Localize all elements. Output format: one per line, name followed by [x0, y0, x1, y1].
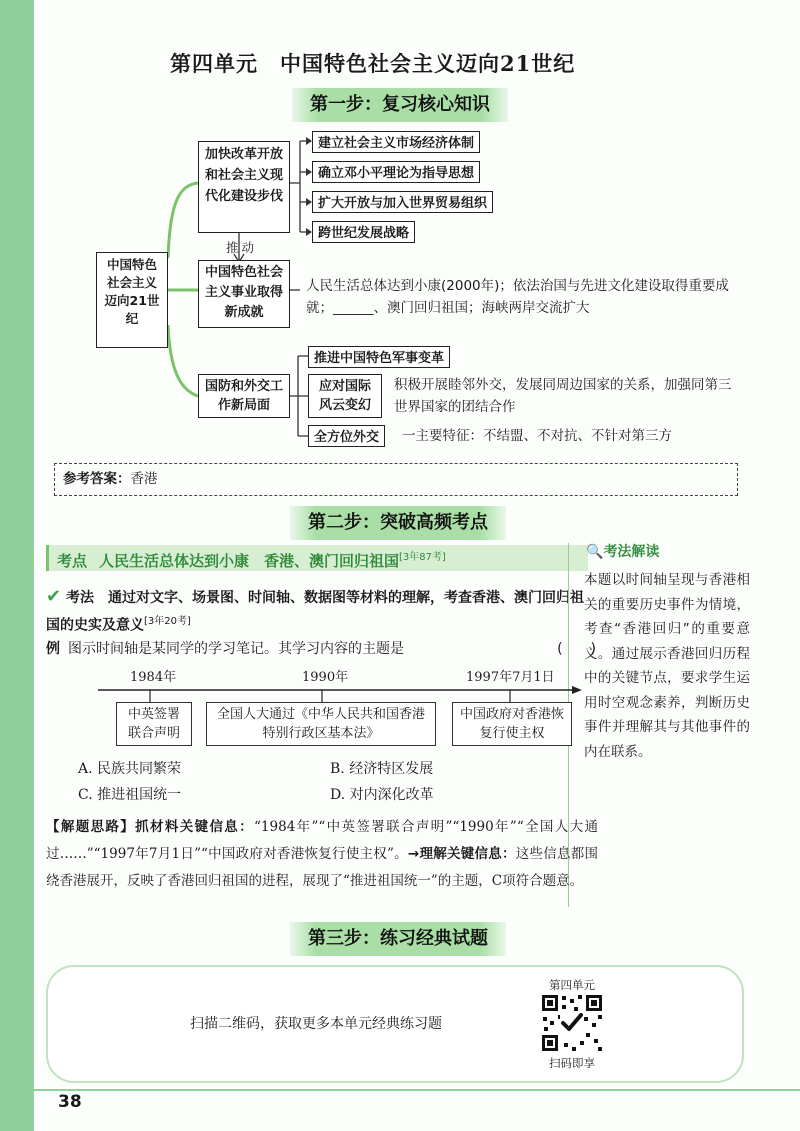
branch3-bracket — [290, 356, 308, 436]
solution-arrow: → — [407, 846, 420, 862]
branch1-item-3: 扩大开放与加入世界贸易组织 — [312, 191, 493, 213]
solution-block — [46, 814, 598, 895]
timeline-event-3: 中国政府对香港恢复行使主权 — [452, 702, 572, 746]
solution-label: 【解题思路】 — [46, 819, 136, 835]
timeline-event-2: 全国人大通过《中华人民共和国香港特别行政区基本法》 — [206, 702, 436, 746]
branch2-text: 人民生活总体达到小康(2000年)；依法治国与先进文化建设取得重要成就；______、澳门回归祖国；海峡两岸交流扩大 — [306, 278, 729, 316]
option-c: C. 推进祖国统一 — [78, 787, 182, 803]
answer-box — [54, 463, 738, 496]
side-panel-body: 本题以时间轴呈现与香港相关的重要历史事件为情境，考查“香港回归”的重要意义。通过展示香港回归历程中的关键节点，要求学生运用时空观念素养，判断历史事件并理解其与其他事件的内在联系。 — [584, 572, 750, 760]
answer-value: 香港 — [130, 471, 158, 487]
qr-bottom-label: 扫码即享 — [549, 1056, 595, 1070]
branch2-title: 中国特色社会主义事业取得新成就 — [198, 260, 290, 328]
timeline-year-2: 1990年 — [302, 670, 349, 685]
example-question-text: 图示时间轴是某同学的学习笔记。其学习内容的主题是 — [68, 641, 404, 657]
solution-step1-text: “1984年”“中英签署联合声明”“1990年”“全国人大通过……”“1997年7月1日”“中国政府对香港恢复行使主权”。 — [46, 819, 599, 862]
root-to-branch1-line — [168, 183, 198, 258]
unit-name: 中国特色社会主义迈向21世纪 — [280, 51, 576, 76]
example-label: 例 — [46, 641, 60, 657]
kaofa-label: 考法 — [65, 590, 94, 606]
branch3-item-3: 全方位外交 — [308, 425, 385, 447]
answer-label: 参考答案： — [63, 471, 131, 487]
branch1-item-2: 确立邓小平理论为指导思想 — [312, 161, 480, 183]
root-to-branch3-line — [168, 325, 198, 396]
branch3-item3-text: 一主要特征：不结盟、不对抗、不针对第三方 — [402, 428, 672, 444]
magnifier-icon: 🔍 — [586, 544, 604, 560]
kaodian-text: 人民生活总体达到小康 香港、澳门回归祖国 — [99, 552, 400, 570]
step2-banner: 第二步：突破高频考点 — [290, 506, 506, 540]
mindmap-root: 中国特色社会主义迈向21世纪 — [96, 252, 168, 348]
kaodian-freq: [3年87考] — [399, 552, 446, 563]
option-b: B. 经济特区发展 — [330, 761, 434, 777]
branch1-item-1: 建立社会主义市场经济体制 — [312, 131, 480, 153]
branch3-item-2: 应对国际风云变幻 — [308, 374, 382, 418]
solution-step2-label: 理解关键信息： — [419, 846, 516, 862]
step1-banner: 第一步：复习核心知识 — [292, 88, 508, 122]
kaofa-text: 通过对文字、场景图、时间轴、数据图等材料的理解，考查香港、澳门回归祖国的史实及意义 — [46, 590, 584, 634]
qr-top-label: 第四单元 — [549, 978, 595, 992]
kaofa-freq: [3年20考] — [144, 616, 191, 627]
kaodian-tag: 考点 — [57, 552, 88, 570]
bottom-bar — [34, 1089, 800, 1091]
push-label: 推动 — [226, 240, 258, 255]
branch3-title: 国防和外交工作新局面 — [198, 374, 290, 418]
qr-code[interactable] — [540, 993, 604, 1053]
check-icon: ✔ — [46, 586, 62, 607]
timeline-year-1: 1984年 — [130, 670, 177, 685]
page-number: 38 — [58, 1092, 82, 1112]
solution-step2-text: 这些信息都围绕香港展开，反映了香港回归祖国的进程，展现了“推进祖国统一”的主题，C项符合题意。 — [46, 846, 599, 889]
side-title-text: 考法解读 — [603, 544, 660, 560]
example-question — [46, 638, 596, 660]
example-blank: ( ) — [557, 641, 596, 657]
qr-text: 扫描二维码，获取更多本单元经典练习题 — [190, 1016, 442, 1032]
branch1-item-4: 跨世纪发展战略 — [312, 221, 415, 243]
solution-step1-label: 抓材料关键信息： — [135, 819, 255, 835]
side-panel-title — [586, 541, 659, 561]
option-d: D. 对内深化改革 — [330, 787, 434, 803]
timeline-year-3: 1997年7月1日 — [466, 670, 555, 685]
timeline-event-1: 中英签署联合声明 — [116, 702, 192, 746]
option-a: A. 民族共同繁荣 — [78, 761, 182, 777]
branch3-item2-text: 积极开展睦邻外交，发展同周边国家的关系，加强同第三世界国家的团结合作 — [394, 377, 732, 415]
step3-banner: 第三步：练习经典试题 — [290, 922, 506, 956]
branch1-title: 加快改革开放和社会主义现代化建设步伐 — [198, 141, 290, 233]
kaofa-block — [46, 585, 594, 638]
branch1-bracket — [290, 141, 310, 232]
branch3-item-1: 推进中国特色军事变革 — [308, 346, 450, 368]
kaodian-header — [46, 545, 588, 571]
unit-label: 第四单元 — [170, 51, 258, 76]
